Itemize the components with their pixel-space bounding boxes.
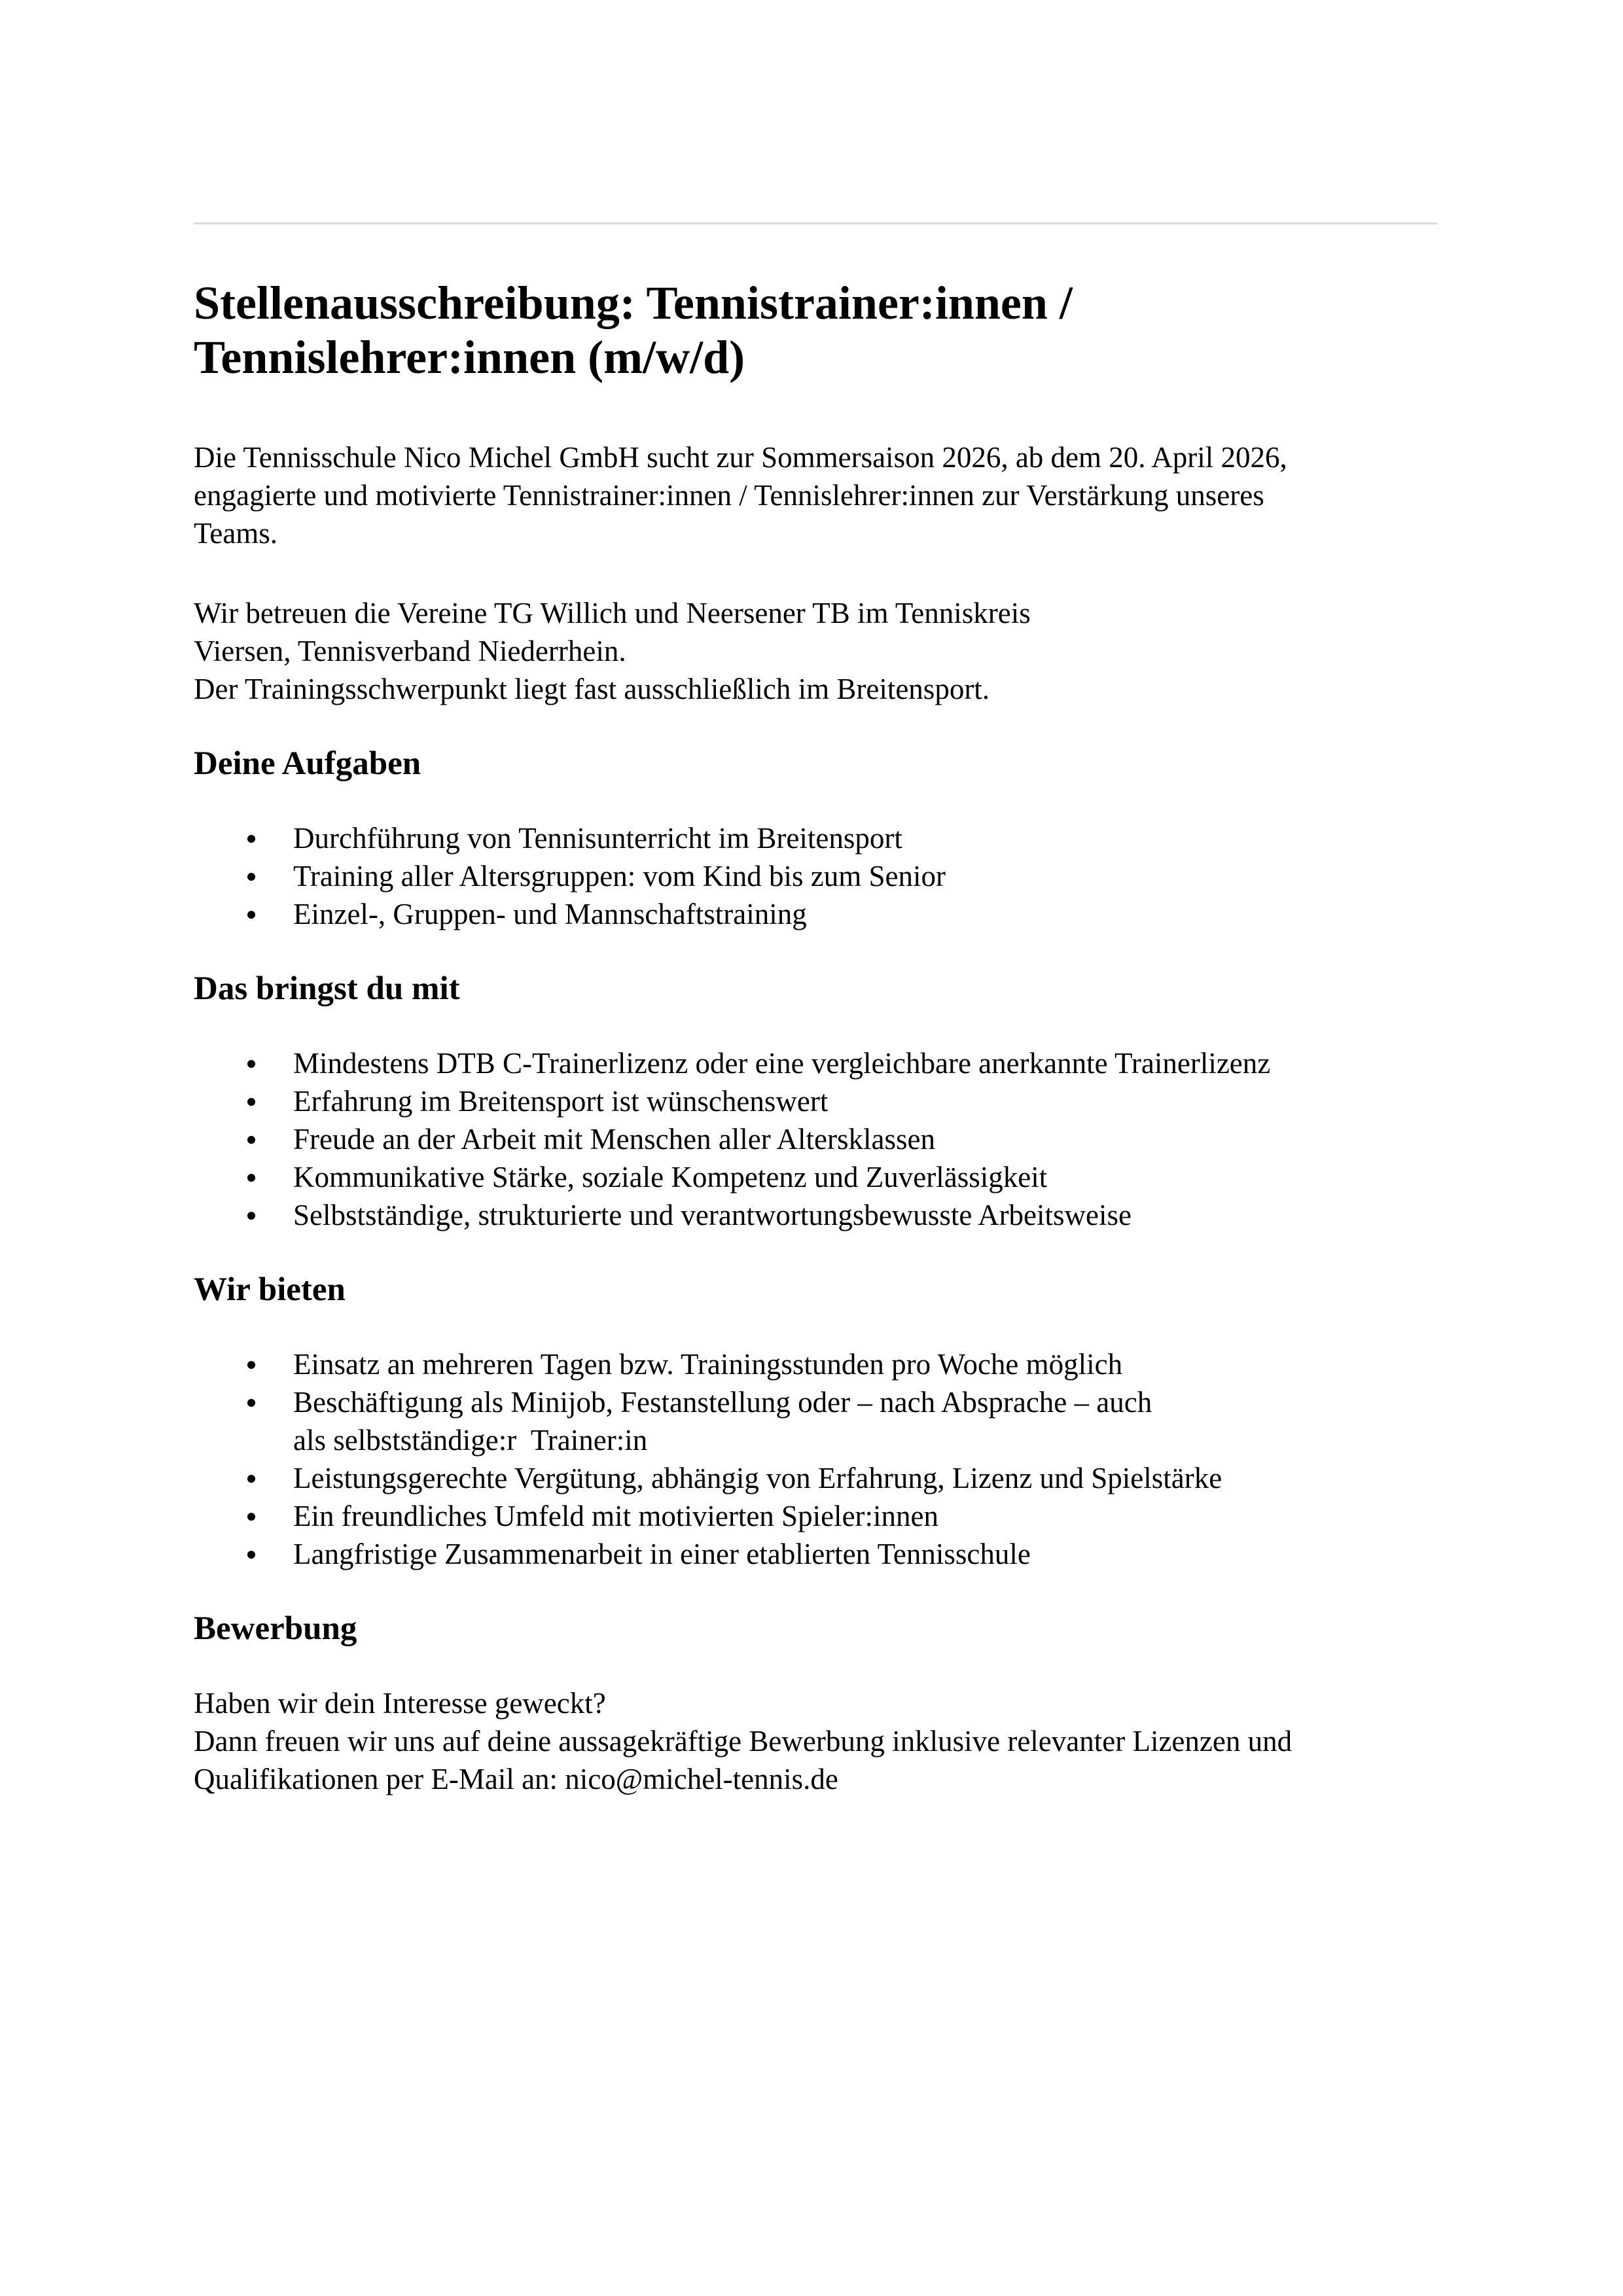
profil-list: [194, 1044, 1437, 1234]
list-item-text: Ein freundliches Umfeld mit motivierten Spieler:innen: [293, 1500, 939, 1532]
bullet-icon: [247, 1098, 255, 1106]
bewerbung-line-1: Haben wir dein Interesse geweckt?: [194, 1687, 606, 1720]
bullet-icon: [247, 1551, 255, 1559]
list-item-text: Leistungsgerechte Vergütung, abhängig von Erfahrung, Lizenz und Spielstärke: [293, 1462, 1222, 1494]
bewerbung-line-3: Qualifikationen per E-Mail an: nico@michel-tennis.de: [194, 1763, 838, 1795]
list-item: [194, 1158, 1437, 1196]
bewerbung-line-2: Dann freuen wir uns auf deine aussagekräftige Bewerbung inklusive relevanter Lizenzen und: [194, 1725, 1293, 1757]
page-title: [194, 276, 1437, 385]
list-item: [194, 1459, 1437, 1497]
vereine-paragraph: [194, 594, 1437, 708]
bewerbung-heading: Bewerbung: [194, 1610, 357, 1647]
list-item-text: Durchführung von Tennisunterricht im Breitensport: [293, 822, 902, 855]
angebot-heading: Wir bieten: [194, 1271, 346, 1308]
aufgaben-list: [194, 819, 1437, 933]
list-item: [194, 1196, 1437, 1234]
list-item: [194, 1345, 1437, 1383]
list-item-text-line-2: als selbstständige:r Trainer:in: [293, 1424, 648, 1457]
list-item: [194, 1120, 1437, 1158]
list-item-text: Training aller Altersgruppen: vom Kind bis zum Senior: [293, 860, 946, 892]
bullet-icon: [247, 835, 255, 843]
list-item: [194, 895, 1437, 933]
vereine-line-3: Der Trainingsschwerpunkt liegt fast ausschließlich im Breitensport.: [194, 673, 990, 705]
list-item: [194, 1535, 1437, 1573]
list-item-text: Erfahrung im Breitensport ist wünschenswert: [293, 1085, 829, 1118]
list-item: [194, 1383, 1437, 1459]
bullet-icon: [247, 1136, 255, 1144]
bullet-icon: [247, 1513, 255, 1521]
list-item-text-line-1: Beschäftigung als Minijob, Festanstellung oder – nach Absprache – auch: [293, 1386, 1152, 1419]
list-item-text: Mindestens DTB C-Trainerlizenz oder eine vergleichbare anerkannte Trainerlizenz: [293, 1047, 1271, 1080]
bewerbung-paragraph: [194, 1684, 1437, 1798]
bullet-icon: [247, 1174, 255, 1182]
list-item-text: Selbstständige, strukturierte und verantwortungsbewusste Arbeitsweise: [293, 1199, 1132, 1231]
intro-line-1: Die Tennisschule Nico Michel GmbH sucht zur Sommersaison 2026, ab dem 20. April 2026,: [194, 441, 1287, 474]
list-item-text: Freude an der Arbeit mit Menschen aller Altersklassen: [293, 1123, 935, 1156]
bullet-icon: [247, 1475, 255, 1483]
list-item-text: Langfristige Zusammenarbeit in einer etablierten Tennisschule: [293, 1538, 1031, 1570]
list-item: [194, 819, 1437, 857]
title-line-2: Tennislehrer:innen (m/w/d): [194, 331, 745, 383]
angebot-list: [194, 1345, 1437, 1573]
bullet-icon: [247, 1212, 255, 1220]
bullet-icon: [247, 1399, 255, 1407]
aufgaben-heading: Deine Aufgaben: [194, 745, 421, 782]
list-item: [194, 1497, 1437, 1535]
bullet-icon: [247, 873, 255, 881]
list-item-text: Kommunikative Stärke, soziale Kompetenz und Zuverlässigkeit: [293, 1161, 1048, 1193]
list-item: [194, 1044, 1437, 1082]
intro-line-2: engagierte und motivierte Tennistrainer:innen / Tennislehrer:innen zur Verstärkung unseres: [194, 479, 1264, 512]
document-page: [194, 222, 1437, 1798]
bullet-icon: [247, 1060, 255, 1068]
list-item: [194, 857, 1437, 895]
vereine-line-1: Wir betreuen die Vereine TG Willich und Neersener TB im Tenniskreis: [194, 597, 1031, 629]
intro-line-3: Teams.: [194, 517, 278, 550]
bullet-icon: [247, 911, 255, 919]
bullet-icon: [247, 1361, 255, 1369]
list-item-text: Einsatz an mehreren Tagen bzw. Trainingsstunden pro Woche möglich: [293, 1348, 1123, 1381]
title-line-1: Stellenausschreibung: Tennistrainer:innen /: [194, 277, 1073, 329]
list-item: [194, 1082, 1437, 1120]
intro-paragraph: [194, 438, 1437, 552]
list-item-text: Einzel-, Gruppen- und Mannschaftstraining: [293, 898, 807, 930]
top-divider: [194, 222, 1437, 224]
vereine-line-2: Viersen, Tennisverband Niederrhein.: [194, 635, 626, 667]
profil-heading: Das bringst du mit: [194, 970, 460, 1007]
